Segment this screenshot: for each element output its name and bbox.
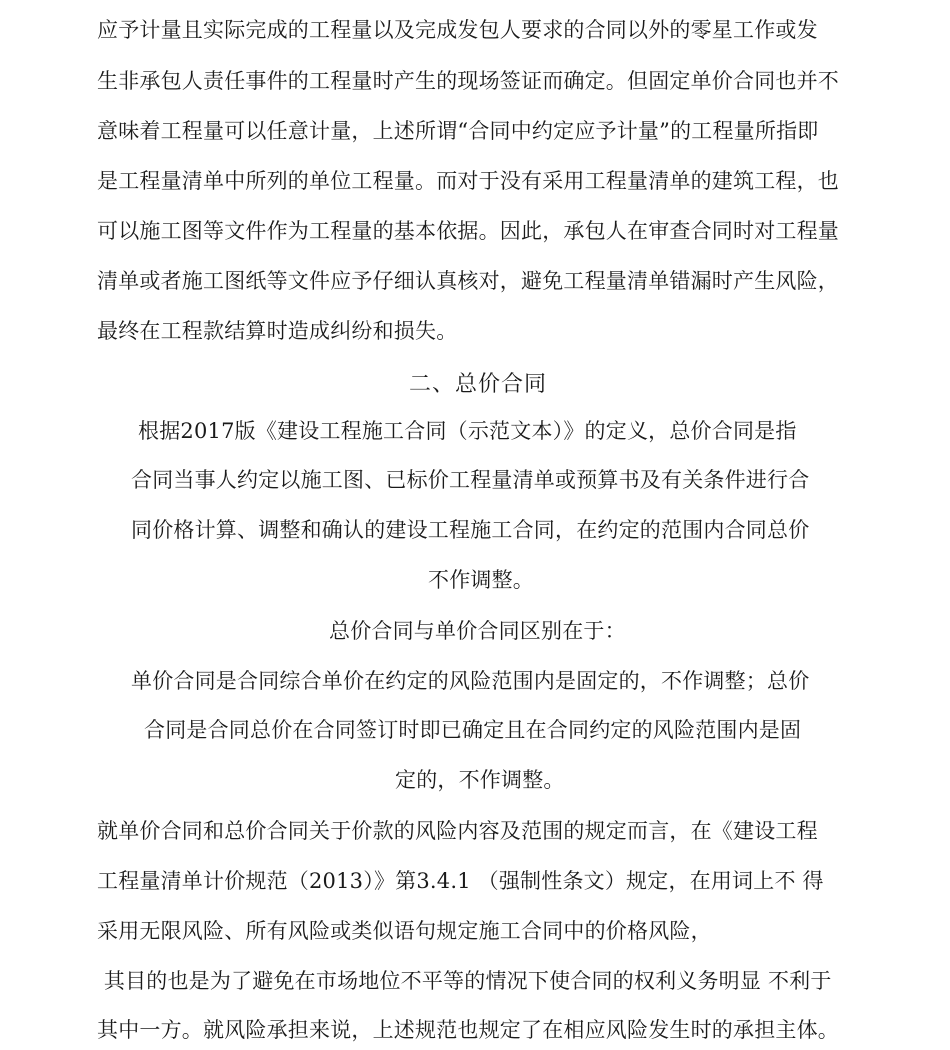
difference-intro: 总价合同与单价合同区别在于： [329,619,626,643]
paragraph-line: 是工程量清单中所列的单位工程量。而对于没有采用工程量清单的建筑工程，也 [97,169,839,193]
paragraph-line: 最终在工程款结算时造成纠纷和损失。 [97,319,458,343]
definition-line: 合同当事人约定以施工图、已标价工程量清单或预算书及有关条件进行合 [131,468,810,492]
paragraph-line: 应予计量且实际完成的工程量以及完成发包人要求的合同以外的零星工作或发 [97,18,818,42]
risk-paragraph-line: 就单价合同和总价合同关于价款的风险内容及范围的规定而言，在《建设工程 [97,819,818,843]
paragraph-line: 可以施工图等文件作为工程量的基本依据。因此，承包人在审查合同时对工程量 [97,219,839,243]
definition-line: 根据2017版《建设工程施工合同（示范文本）》的定义，总价合同是指 [138,419,797,443]
purpose-paragraph-line: 其目的也是为了避免在市场地位不平等的情况下使合同的权利义务明显 不利于 [97,969,832,993]
paragraph-line: 清单或者施工图纸等文件应予仔细认真核对，避免工程量清单错漏时产生风险， [97,269,839,293]
risk-paragraph-line: 工程量清单计价规范（2013）》第3.4.1 （强制性条文）规定，在用词上不 得 [97,869,824,893]
purpose-paragraph-line: 其中一方。就风险承担来说，上述规范也规定了在相应风险发生时的承担主体。 [97,1018,839,1042]
definition-line: 不作调整。 [428,568,534,592]
definition-line: 同价格计算、调整和确认的建设工程施工合同，在约定的范围内合同总价 [131,518,810,542]
difference-line: 单价合同是合同综合单价在约定的风险范围内是固定的，不作调整；总价 [131,669,810,693]
paragraph-line: 生非承包人责任事件的工程量时产生的现场签证而确定。但固定单价合同也并不 [97,69,839,93]
difference-line: 定的，不作调整。 [395,768,565,792]
difference-line: 合同是合同总价在合同签订时即已确定且在合同约定的风险范围内是固 [144,718,802,742]
paragraph-line: 意味着工程量可以任意计量，上述所谓“合同中约定应予计量”的工程量所指即 [97,119,819,143]
section-heading: 二、总价合同 [409,372,548,397]
risk-paragraph-line: 采用无限风险、所有风险或类似语句规定施工合同中的价格风险， [97,919,712,943]
